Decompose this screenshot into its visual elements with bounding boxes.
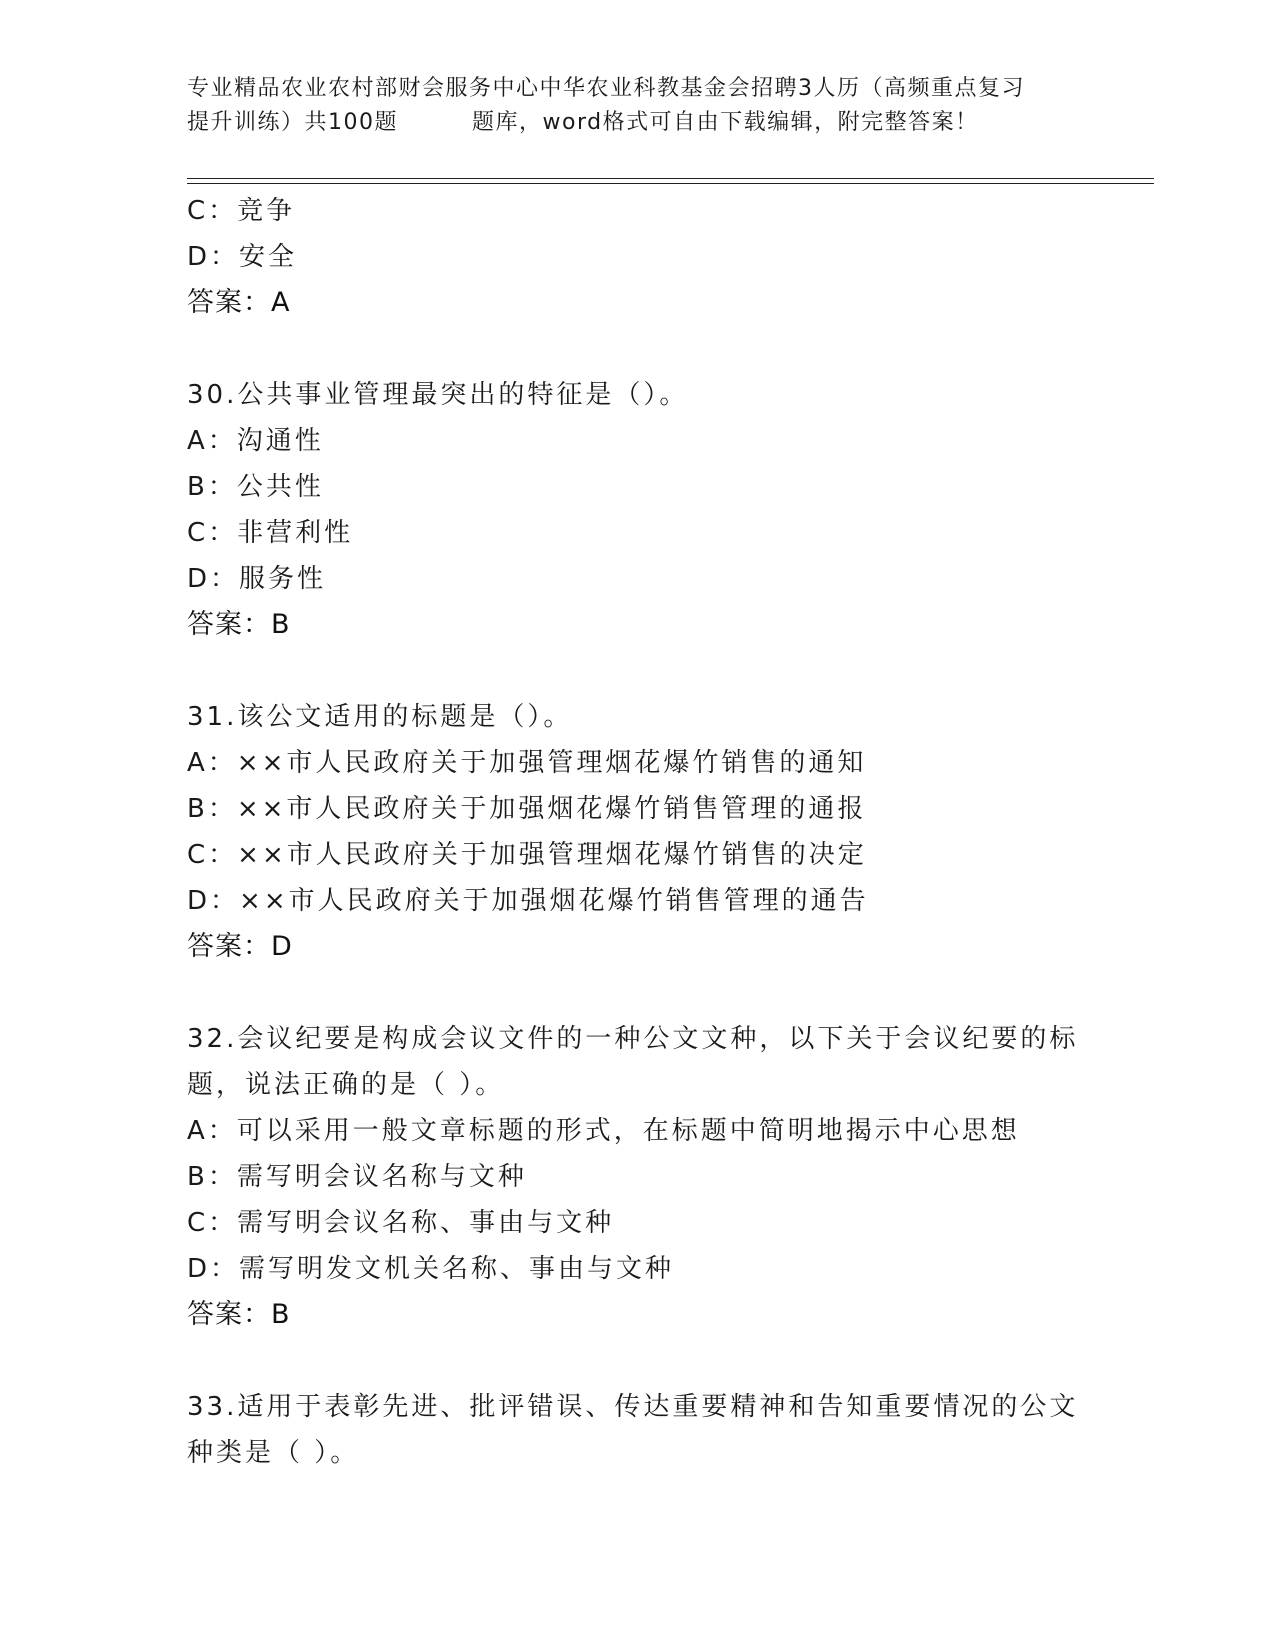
question-block-32 xyxy=(187,1016,1107,1338)
option-a xyxy=(187,740,1107,786)
page-header xyxy=(187,72,1087,140)
question-block-prev xyxy=(187,188,1107,326)
option-prefix: C： xyxy=(187,1208,238,1238)
question-title: 30.公共事业管理最突出的特征是（）。 xyxy=(187,380,689,410)
option-d xyxy=(187,878,1107,924)
option-d xyxy=(187,1246,1107,1292)
option-text: 竞争 xyxy=(237,196,296,226)
header-divider-bottom xyxy=(187,183,1154,184)
option-prefix: D： xyxy=(187,242,240,272)
option-prefix: A： xyxy=(187,748,237,778)
header-line-2-part-b: 题库，word格式可自由下载编辑，附完整答案！ xyxy=(472,110,979,135)
option-prefix: D： xyxy=(187,886,240,916)
option-prefix: A： xyxy=(187,426,237,456)
option-c xyxy=(187,832,1107,878)
question-title-line-2: 题，说法正确的是（ ）。 xyxy=(187,1070,505,1100)
option-prefix: D： xyxy=(187,1254,240,1284)
option-prefix: B： xyxy=(187,1162,237,1192)
question-list xyxy=(187,188,1107,1476)
answer-line: 答案：A xyxy=(187,287,291,318)
question-block-33 xyxy=(187,1384,1107,1476)
option-c xyxy=(187,1200,1107,1246)
question-title-line-1: 33.适用于表彰先进、批评错误、传达重要精神和告知重要情况的公文 xyxy=(187,1392,1079,1422)
question-title-line-2: 种类是（ ）。 xyxy=(187,1438,360,1468)
option-b xyxy=(187,464,1107,510)
option-text: 公共性 xyxy=(236,472,324,502)
answer-line: 答案：B xyxy=(187,1299,291,1330)
option-text: 服务性 xyxy=(239,564,327,594)
option-text: 非营利性 xyxy=(237,518,354,548)
option-text: ××市人民政府关于加强烟花爆竹销售管理的通告 xyxy=(239,886,869,916)
option-text: 沟通性 xyxy=(236,426,324,456)
option-text: 可以采用一般文章标题的形式，在标题中简明地揭示中心思想 xyxy=(236,1116,1020,1146)
option-d xyxy=(187,556,1107,602)
option-c xyxy=(187,510,1107,556)
option-b xyxy=(187,1154,1107,1200)
header-divider-top xyxy=(187,178,1154,179)
option-d xyxy=(187,234,1107,280)
option-prefix: C： xyxy=(187,518,238,548)
option-prefix: D： xyxy=(187,564,240,594)
option-a xyxy=(187,418,1107,464)
header-line-2 xyxy=(187,106,1087,140)
header-line-2-part-a: 提升训练）共100题 xyxy=(187,110,398,135)
option-b xyxy=(187,786,1107,832)
option-text: ××市人民政府关于加强管理烟花爆竹销售的通知 xyxy=(236,748,867,778)
option-prefix: C： xyxy=(187,196,238,226)
option-text: 需写明会议名称、事由与文种 xyxy=(237,1208,615,1238)
question-block-30 xyxy=(187,372,1107,648)
option-prefix: B： xyxy=(187,472,237,502)
option-prefix: C： xyxy=(187,840,238,870)
option-prefix: B： xyxy=(187,794,237,824)
option-text: 需写明发文机关名称、事由与文种 xyxy=(239,1254,675,1284)
question-title-line-1: 32.会议纪要是构成会议文件的一种公文文种，以下关于会议纪要的标 xyxy=(187,1024,1079,1054)
option-prefix: A： xyxy=(187,1116,237,1146)
answer-line: 答案：B xyxy=(187,609,291,640)
option-a xyxy=(187,1108,1107,1154)
option-text: 需写明会议名称与文种 xyxy=(236,1162,527,1192)
option-c xyxy=(187,188,1107,234)
option-text: ××市人民政府关于加强管理烟花爆竹销售的决定 xyxy=(237,840,867,870)
header-line-1: 专业精品农业农村部财会服务中心中华农业科教基金会招聘3人历（高频重点复习 xyxy=(187,76,1025,101)
option-text: ××市人民政府关于加强烟花爆竹销售管理的通报 xyxy=(236,794,867,824)
answer-line: 答案：D xyxy=(187,931,293,962)
question-title: 31.该公文适用的标题是（）。 xyxy=(187,702,573,732)
question-block-31 xyxy=(187,694,1107,970)
option-text: 安全 xyxy=(239,242,298,272)
